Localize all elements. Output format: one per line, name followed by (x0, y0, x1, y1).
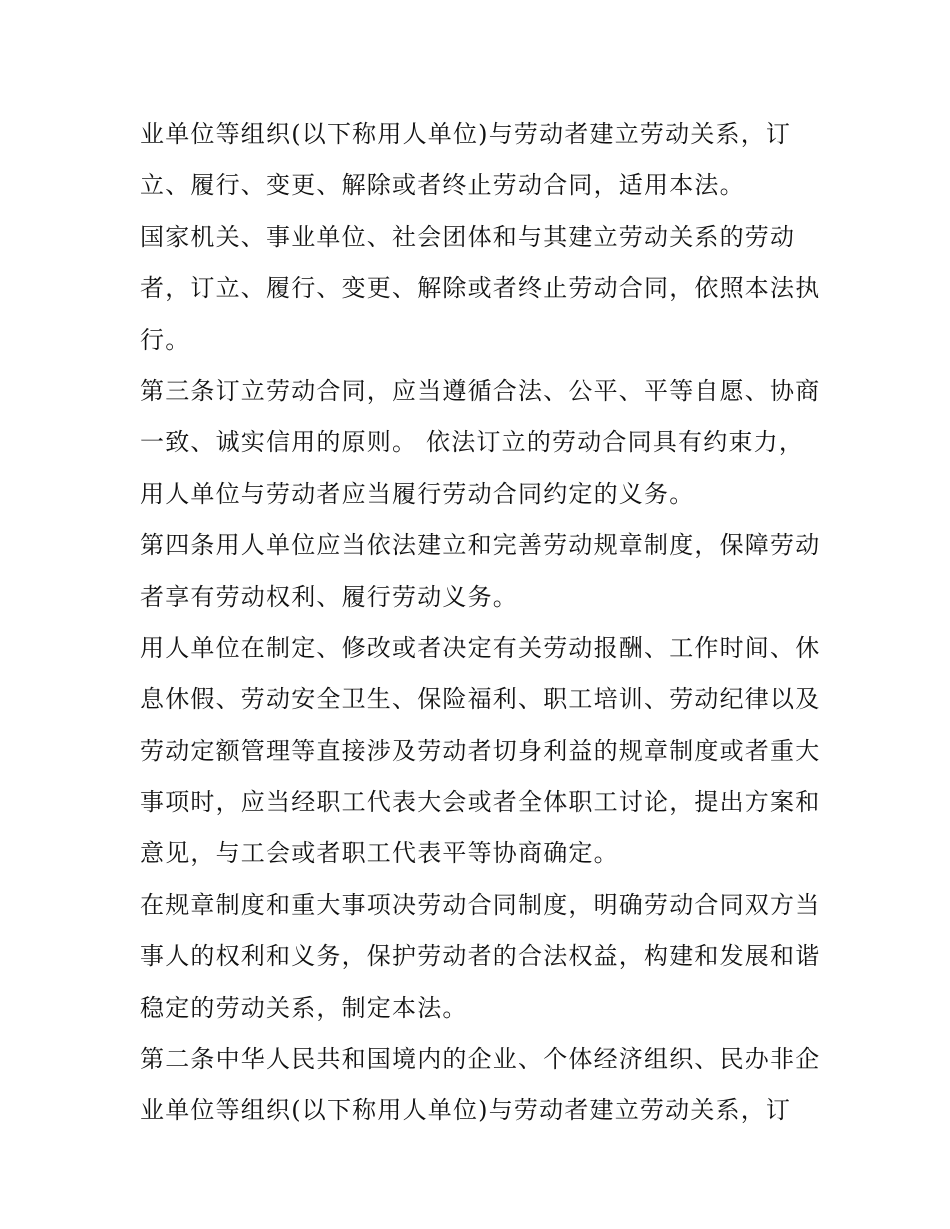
text-line: 业单位等组织(以下称用人单位)与劳动者建立劳动关系，订 (140, 120, 792, 148)
text-line: 息休假、劳动安全卫生、保险福利、职工培训、劳动纪律以及 (140, 685, 821, 714)
text-line: 事项时，应当经职工代表大会或者全体职工讨论，提出方案和 (140, 788, 821, 817)
text-line: 立、履行、变更、解除或者终止劳动合同，适用本法。 (140, 171, 745, 200)
text-line: 行。 (140, 325, 191, 354)
text-line: 事人的权利和义务，保护劳动者的合法权益，构建和发展和谐 (140, 942, 821, 971)
text-line: 第三条订立劳动合同，应当遵循合法、公平、平等自愿、协商 (140, 376, 821, 405)
text-line: 意见，与工会或者职工代表平等协商确定。 (140, 839, 619, 868)
text-line: 第四条用人单位应当依法建立和完善劳动规章制度，保障劳动 (140, 531, 821, 560)
text-line: 劳动定额管理等直接涉及劳动者切身利益的规章制度或者重大 (140, 736, 821, 765)
text-line: 用人单位与劳动者应当履行劳动合同约定的义务。 (140, 479, 695, 508)
document-body (140, 109, 820, 1137)
text-line: 用人单位在制定、修改或者决定有关劳动报酬、工作时间、休 (140, 633, 821, 662)
text-line: 第二条中华人民共和国境内的企业、个体经济组织、民办非企 (140, 1045, 821, 1074)
text-line: 业单位等组织(以下称用人单位)与劳动者建立劳动关系，订 (140, 1096, 792, 1125)
text-line: 稳定的劳动关系，制定本法。 (140, 993, 468, 1022)
text-line: 国家机关、事业单位、社会团体和与其建立劳动关系的劳动 (140, 222, 796, 251)
text-line: 者享有劳动权利、履行劳动义务。 (140, 582, 518, 611)
text-line: 在规章制度和重大事项决劳动合同制度，明确劳动合同双方当 (140, 890, 821, 919)
text-line: 者，订立、履行、变更、解除或者终止劳动合同，依照本法执 (140, 274, 821, 303)
text-line: 一致、诚实信用的原则。 依法订立的劳动合同具有约束力， (140, 428, 805, 457)
